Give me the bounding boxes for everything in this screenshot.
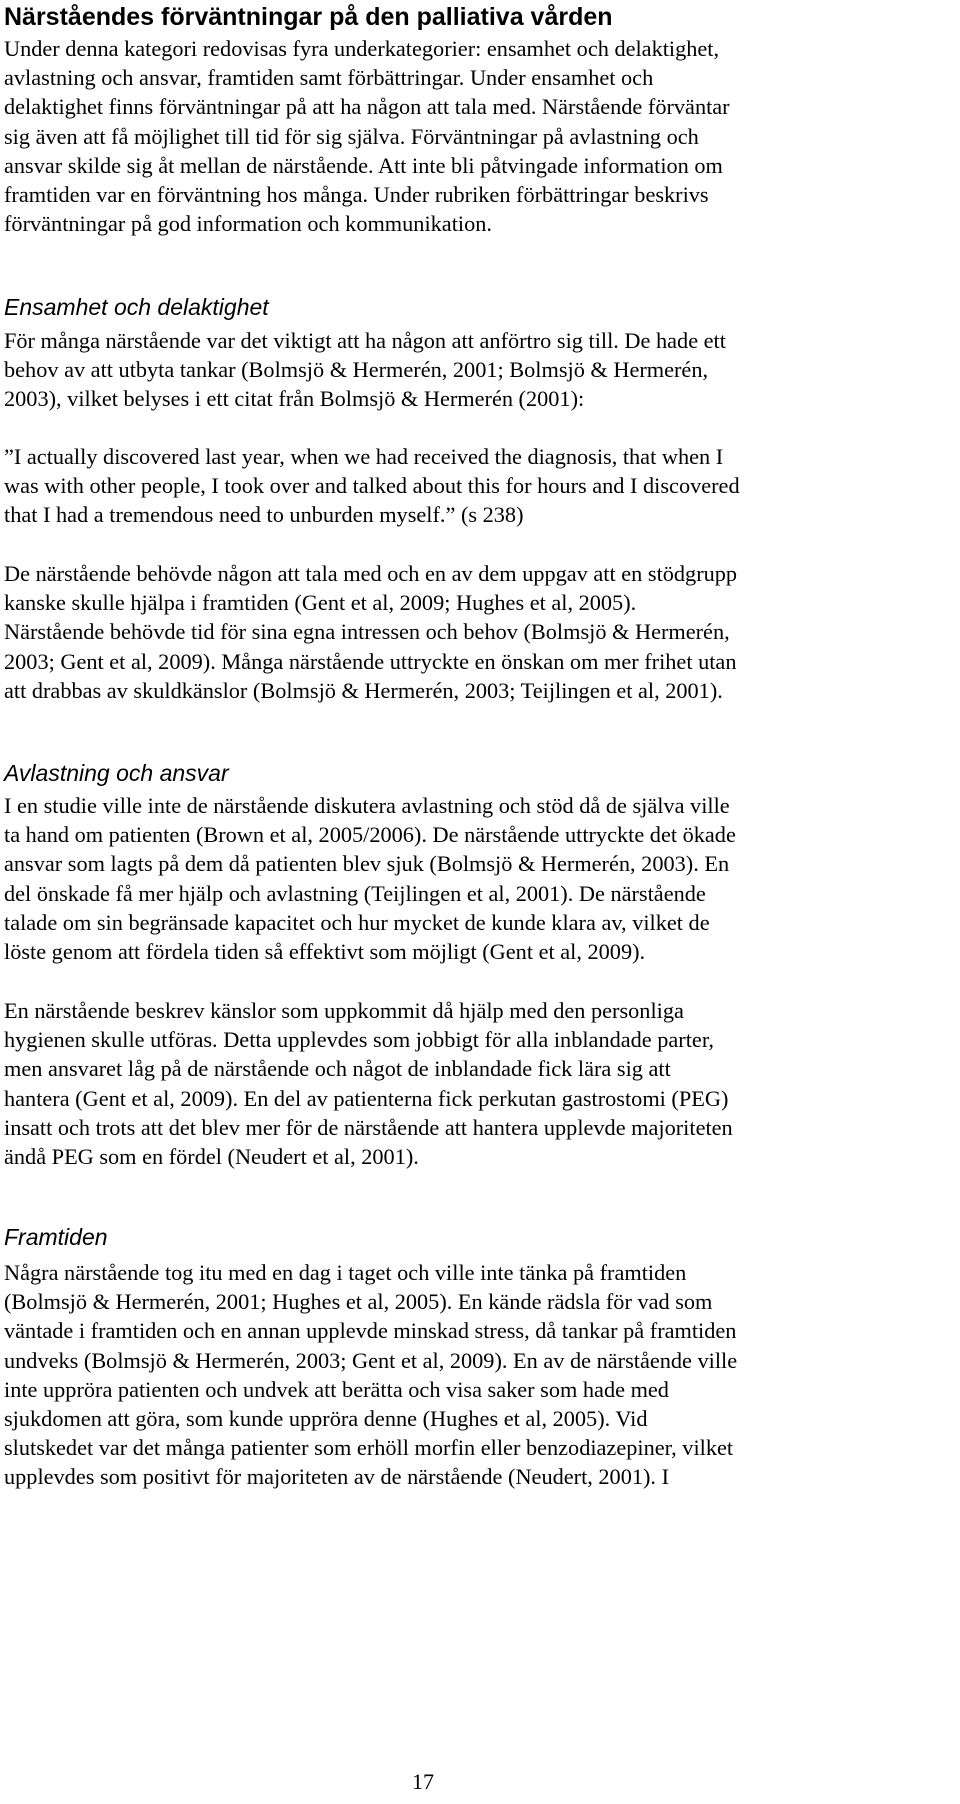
text-line: behov av att utbyta tankar (Bolmsjö & Hermerén, 2001; Bolmsjö & Hermerén,: [4, 357, 709, 383]
text-line: upplevdes som positivt för majoriteten av de närstående (Neudert, 2001). I: [4, 1464, 669, 1490]
text-line: ta hand om patienten (Brown et al, 2005/2006). De närstående uttryckte det ökade: [4, 822, 736, 848]
text-line: delaktighet finns förväntningar på att ha någon att tala med. Närstående förväntar: [4, 94, 730, 120]
text-line: ändå PEG som en fördel (Neudert et al, 2001).: [4, 1143, 419, 1169]
text-line: En närstående beskrev känslor som uppkommit då hjälp med den personliga: [4, 998, 684, 1023]
text-line: insatt och trots att det blev mer för de närstående att hantera upplevde majoriteten: [4, 1114, 733, 1140]
text-line: 2003; Gent et al, 2009). Många närstående uttryckte en önskan om mer frihet utan: [4, 648, 737, 674]
section-heading-ensamhet: Ensamhet och delaktighet: [4, 294, 269, 320]
text-line: that I had a tremendous need to unburden myself.” (s 238): [4, 502, 524, 528]
text-line: löste genom att fördela tiden så effektivt som möjligt (Gent et al, 2009).: [4, 938, 646, 964]
section-heading-avlastning: Avlastning och ansvar: [4, 760, 229, 786]
intro-paragraph: [4, 34, 730, 238]
ensamhet-paragraph-2: [4, 559, 737, 705]
text-line: slutskedet var det många patienter som erhöll morfin eller benzodiazepiner, vilket: [4, 1435, 734, 1461]
citation-quote: [4, 442, 740, 530]
text-line: väntade i framtiden och en annan upplevde minskad stress, då tankar på framtiden: [4, 1318, 737, 1344]
text-line: 2003), vilket belyses i ett citat från Bolmsjö & Hermerén (2001):: [4, 386, 585, 412]
text-line: Närstående behövde tid för sina egna intressen och behov (Bolmsjö & Hermerén,: [4, 619, 730, 645]
text-line: sig även att få möjlighet till tid för sig själva. Förväntningar på avlastning och: [4, 123, 699, 149]
avlastning-paragraph-1: [4, 791, 736, 966]
text-line: avlastning och ansvar, framtiden samt förbättringar. Under ensamhet och: [4, 65, 654, 91]
text-line: ”I actually discovered last year, when we had received the diagnosis, that when I: [4, 444, 724, 469]
text-line: ansvar skilde sig åt mellan de närstående. Att inte bli påtvingade information om: [4, 152, 723, 178]
text-line: sjukdomen att göra, som kunde uppröra denne (Hughes et al, 2005). Vid: [4, 1405, 648, 1431]
text-line: ansvar som lagts på dem då patienten blev sjuk (Bolmsjö & Hermerén, 2003). En: [4, 851, 730, 877]
text-line: was with other people, I took over and talked about this for hours and I discovered: [4, 473, 740, 499]
text-line: (Bolmsjö & Hermerén, 2001; Hughes et al, 2005). En kände rädsla för vad som: [4, 1289, 713, 1315]
page-heading: Närståendes förväntningar på den palliativa vården: [4, 3, 613, 31]
text-line: hantera (Gent et al, 2009). En del av patienterna fick perkutan gastrostomi (PEG): [4, 1085, 729, 1111]
text-line: I en studie ville inte de närstående diskutera avlastning och stöd då de själva ville: [4, 793, 730, 818]
text-line: undveks (Bolmsjö & Hermerén, 2003; Gent et al, 2009). En av de närstående ville: [4, 1347, 738, 1373]
text-line: För många närstående var det viktigt att ha någon att anförtro sig till. De hade ett: [4, 328, 726, 353]
avlastning-paragraph-2: [4, 996, 733, 1171]
page-number: 17: [412, 1769, 434, 1794]
text-line: De närstående behövde någon att tala med och en av dem uppgav att en stödgrupp: [4, 561, 738, 586]
text-line: förväntningar på god information och kommunikation.: [4, 211, 492, 237]
text-line: del önskade få mer hjälp och avlastning (Teijlingen et al, 2001). De närstående: [4, 880, 706, 906]
ensamhet-paragraph-1: [4, 326, 726, 414]
text-line: men ansvaret låg på de närstående och något de inblandade fick lära sig att: [4, 1056, 671, 1082]
text-line: Några närstående tog itu med en dag i taget och ville inte tänka på framtiden: [4, 1260, 687, 1285]
section-heading-framtiden: Framtiden: [4, 1224, 108, 1250]
text-line: Under denna kategori redovisas fyra underkategorier: ensamhet och delaktighet,: [4, 36, 720, 61]
framtiden-paragraph-1: [4, 1258, 737, 1492]
text-line: talade om sin begränsade kapacitet och hur mycket de kunde klara av, vilket de: [4, 909, 710, 935]
text-line: hygienen skulle utföras. Detta upplevdes som jobbigt för alla inblandade parter,: [4, 1027, 714, 1053]
text-line: att drabbas av skuldkänslor (Bolmsjö & Hermerén, 2003; Teijlingen et al, 2001).: [4, 677, 723, 703]
text-line: inte uppröra patienten och undvek att berätta och visa saker som hade med: [4, 1376, 669, 1402]
text-line: framtiden var en förväntning hos många. Under rubriken förbättringar beskrivs: [4, 181, 709, 207]
text-line: kanske skulle hjälpa i framtiden (Gent et al, 2009; Hughes et al, 2005).: [4, 590, 637, 616]
